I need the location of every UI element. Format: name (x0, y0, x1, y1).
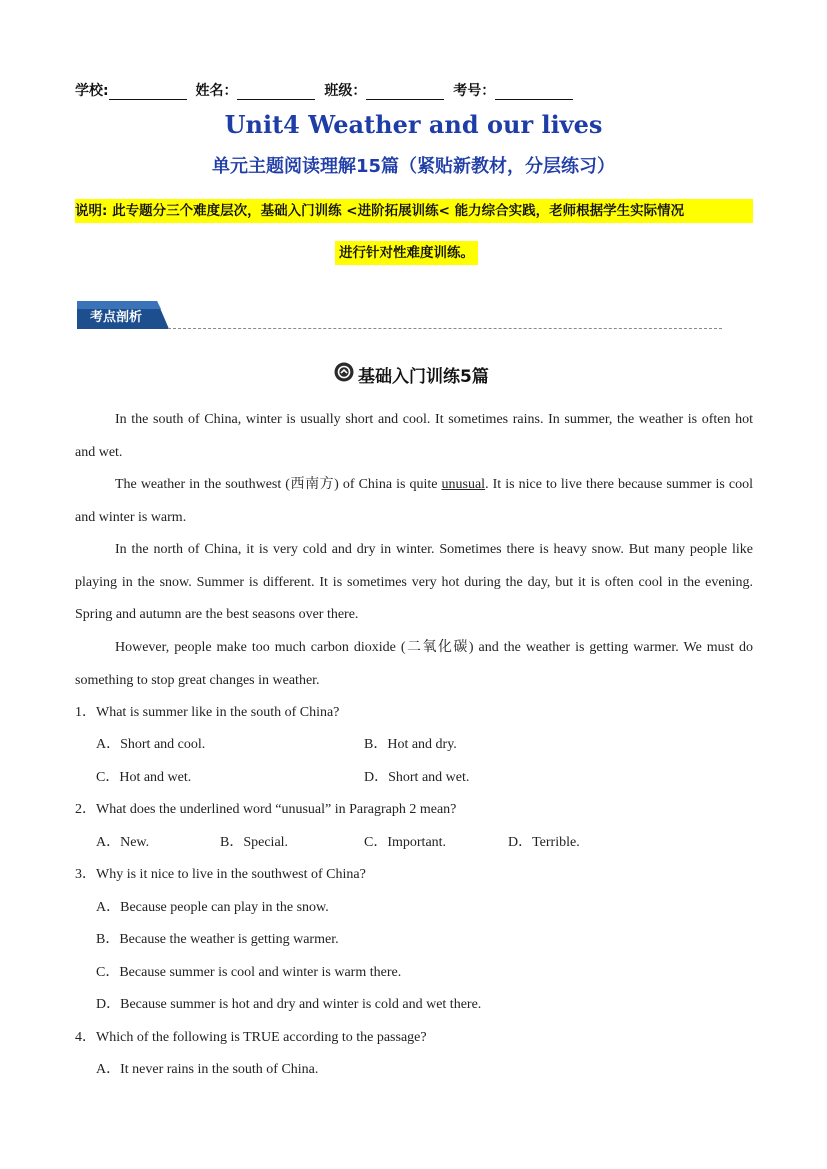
passage-paragraph-4 (75, 632, 753, 697)
question-4-option-a[interactable]: A．It never rains in the south of China. (96, 1062, 319, 1077)
question-3-option-c[interactable]: C．Because summer is cool and winter is warm there. (96, 965, 402, 980)
name-label: 姓名： (195, 83, 238, 99)
section-bullet-icon (334, 362, 354, 382)
document-title: Unit4 Weather and our lives (224, 110, 603, 139)
paragraph-4-text: However, people make too much carbon dioxide (二氧化碳) and the weather is getting warmer. We must do something to stop great changes in weather. (75, 640, 753, 688)
passage-paragraph-2 (75, 469, 753, 534)
student-info-line (75, 80, 577, 100)
question-1-stem: 1．What is summer like in the south of China? (75, 705, 340, 720)
question-2-option-a[interactable]: A．New. (96, 835, 150, 850)
underlined-word: unusual (441, 477, 486, 492)
question-1-option-c[interactable]: C．Hot and wet. (96, 770, 192, 785)
paragraph-3-text: In the north of China, it is very cold and dry in winter. Sometimes there is heavy snow. But many people like playing in the snow. Summer is different. It is sometimes very hot during the day, but it is often cool in the evening. Spring and autumn are the best seasons over there. (75, 542, 753, 622)
name-blank[interactable] (237, 85, 315, 100)
paragraph-2-text-b: . It is nice to live there because summer is cool and winter is warm. (75, 477, 753, 525)
paragraph-2-text-a: The weather in the southwest (西南方) of China is quite (115, 477, 442, 492)
question-1-option-a[interactable]: A．Short and cool. (96, 737, 206, 752)
question-2-option-c[interactable]: C．Important. (364, 835, 447, 850)
question-1-option-b[interactable]: B．Hot and dry. (364, 737, 457, 752)
document-subtitle: 单元主题阅读理解15篇（紧贴新教材，分层练习） (211, 156, 616, 177)
school-blank[interactable] (109, 85, 187, 100)
question-1-option-d[interactable]: D．Short and wet. (364, 770, 470, 785)
question-3-stem: 3．Why is it nice to live in the southwest of China? (75, 867, 366, 882)
question-3-option-b[interactable]: B．Because the weather is getting warmer. (96, 932, 339, 947)
section-title: 基础入门训练5篇 (358, 367, 489, 387)
question-2-option-b[interactable]: B．Special. (220, 835, 289, 850)
exam-no-label: 考号： (453, 83, 496, 99)
paragraph-1-text: In the south of China, winter is usually short and cool. It sometimes rains. In summer, the weather is often hot and wet. (75, 412, 753, 460)
passage-paragraph-1 (75, 404, 753, 469)
class-blank[interactable] (366, 85, 444, 100)
question-3-option-d[interactable]: D．Because summer is hot and dry and winter is cold and wet there. (96, 997, 482, 1012)
question-2-stem: 2．What does the underlined word “unusual” in Paragraph 2 mean? (75, 802, 457, 817)
question-4-stem: 4．Which of the following is TRUE according to the passage? (75, 1030, 427, 1045)
note-line-1: 说明: 此专题分三个难度层次，基础入门训练 <进阶拓展训练< 能力综合实践，老师根据学生实际情况 (75, 199, 753, 223)
question-3-option-a[interactable]: A．Because people can play in the snow. (96, 900, 329, 915)
exam-no-blank[interactable] (495, 85, 573, 100)
section-divider (168, 328, 722, 329)
school-label: 学校: (75, 83, 109, 99)
section-tag-label: 考点剖析 (90, 310, 143, 325)
class-label: 班级： (324, 83, 367, 99)
question-2-option-d[interactable]: D．Terrible. (508, 835, 580, 850)
passage-paragraph-3 (75, 534, 753, 632)
note-line-2: 进行针对性难度训练。 (335, 241, 478, 265)
